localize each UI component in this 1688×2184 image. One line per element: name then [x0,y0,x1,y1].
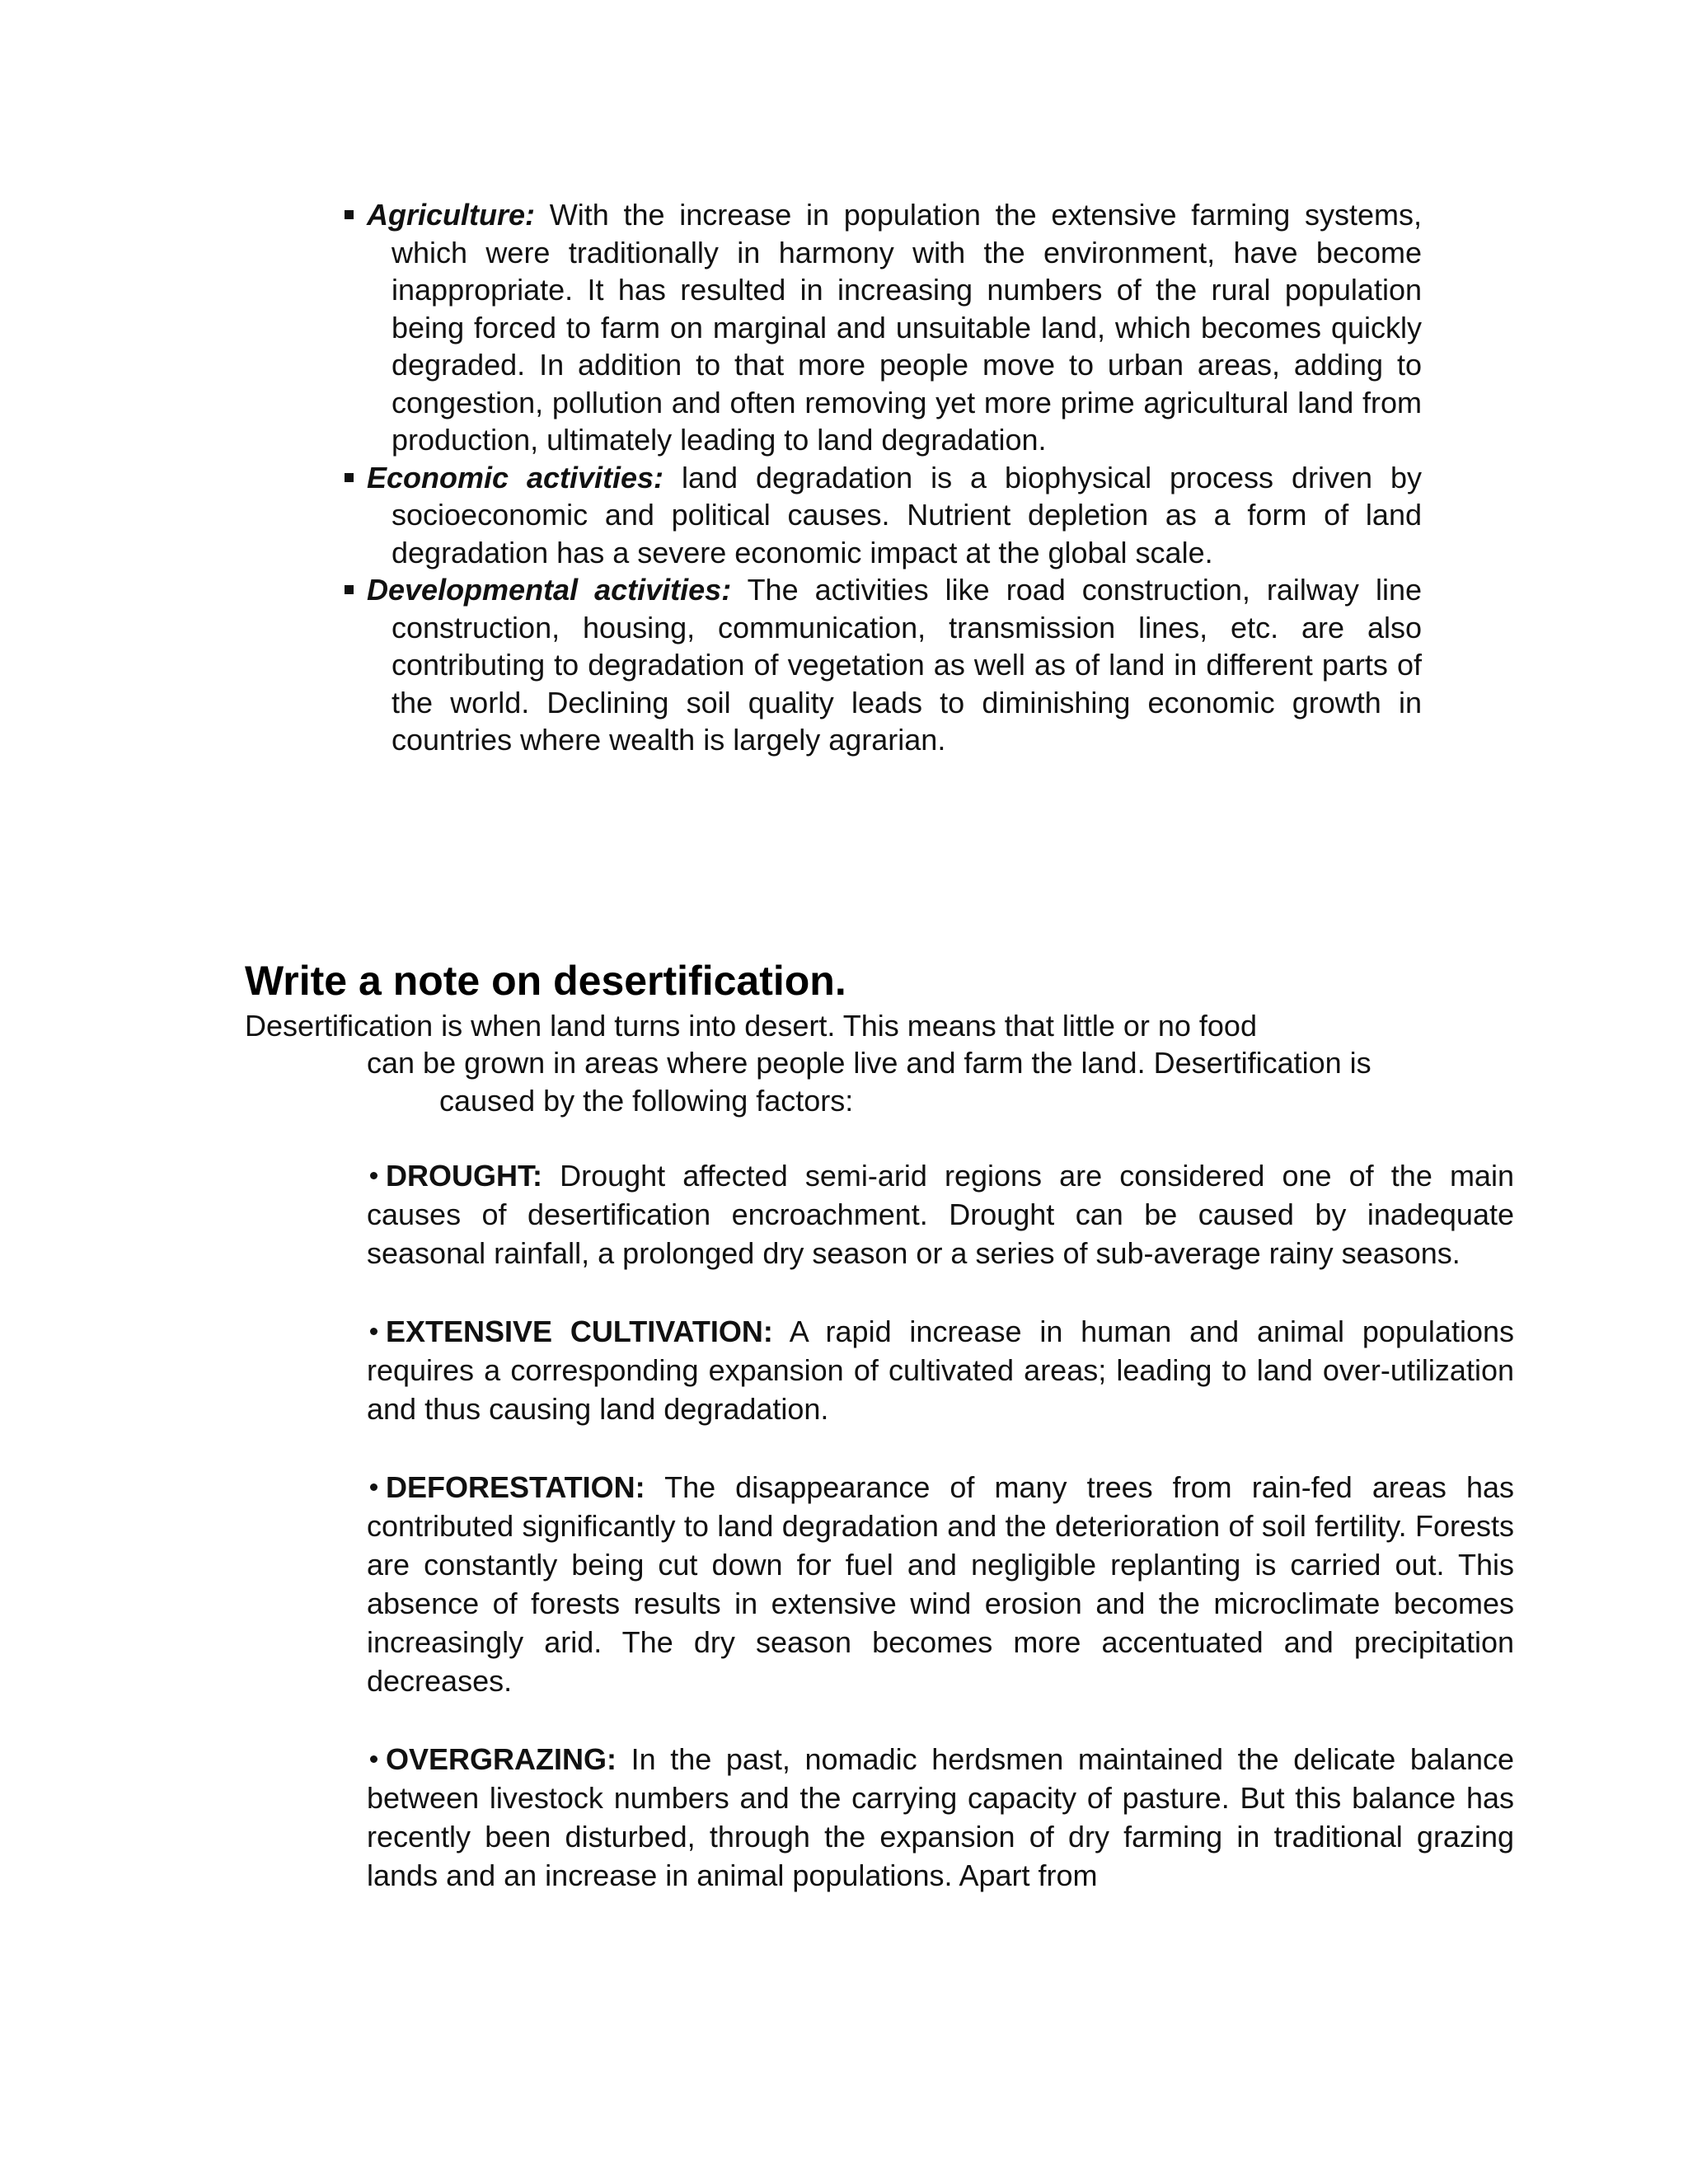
cause-term: EXTENSIVE CULTIVATION: [386,1315,773,1348]
intro-line-1: Desertification is when land turns into desert. This means that little or no food [245,1009,1257,1043]
cause-drought [367,1156,1514,1272]
square-bullet-icon [345,210,354,219]
intro-line-2: can be grown in areas where people live and farm the land. Desertification is [367,1046,1372,1080]
list-item-text [367,571,1422,759]
square-bullet-icon [345,473,354,482]
list-item-body: With the increase in population the extensive farming systems, which were traditionally in harmony with the environment, have become inappropriate. It has resulted in increasing numbers of the rural population being forced to farm on marginal and unsuitable land, which becomes quickly degraded. In addition to that more people move to urban areas, adding to congestion, pollution and often removing yet more prime agricultural land from production, ultimately leading to land degradation. [392,198,1422,457]
list-item-agriculture [342,196,1422,459]
cause-body: The disappearance of many trees from rain-fed areas has contributed significantly to land degradation and the deterioration of soil fertility. Forests are constantly being cut down for fuel and negligible replanting is carried out. This absence of forests results in extensive wind erosion and the microclimate becomes increasingly arid. The dry season becomes more accentuated and precipitation decreases. [367,1470,1514,1698]
cause-term: DEFORESTATION: [386,1470,645,1504]
list-item-developmental-activities [342,571,1422,759]
bullet-dot-icon [370,1755,377,1763]
cause-term: DROUGHT: [386,1159,542,1193]
list-item-text [367,459,1422,572]
cause-term: OVERGRAZING: [386,1742,617,1776]
bullet-dot-icon [370,1483,377,1491]
cause-body: A rapid increase in human and animal populations requires a corresponding expansion of cultivated areas; leading to land over-utilization and thus causing land degradation. [367,1315,1514,1426]
list-item-term: Economic activities: [367,460,664,494]
land-degradation-causes-list [342,196,1422,759]
list-item-term: Developmental activities: [367,573,732,607]
bullet-dot-icon [370,1172,377,1179]
cause-extensive-cultivation [367,1312,1514,1428]
cause-body: In the past, nomadic herdsmen maintained the delicate balance between livestock numbers and the carrying capacity of pasture. But this balance has recently been disturbed, through the expansion of dry farming in traditional grazing lands and an increase in animal populations. Apart from [367,1742,1514,1892]
cause-deforestation [367,1468,1514,1700]
list-item-economic-activities [342,459,1422,572]
list-item-term: Agriculture: [367,198,536,232]
desertification-causes [367,1156,1514,1934]
square-bullet-icon [345,585,354,594]
list-item-body: The activities like road construction, railway line construction, housing, communication, transmission lines, etc. are also contributing to degradation of vegetation as well as of land in different parts of the world. Declining soil quality leads to diminishing economic growth in countries where wealth is largely agrarian. [392,573,1422,757]
intro-line-3: caused by the following factors: [439,1084,854,1118]
bullet-dot-icon [370,1328,377,1335]
list-item-body: land degradation is a biophysical process driven by socioeconomic and political causes. Nutrient depletion as a form of land degradation has a severe economic impact at the global scale. [392,460,1422,569]
question-heading: Write a note on desertification. [245,958,846,1004]
cause-overgrazing [367,1740,1514,1895]
list-item-text [367,196,1422,459]
cause-body: Drought affected semi-arid regions are considered one of the main causes of desertification encroachment. Drought can be caused by inadequate seasonal rainfall, a prolonged dry season or a series of sub-average rainy seasons. [367,1159,1514,1270]
